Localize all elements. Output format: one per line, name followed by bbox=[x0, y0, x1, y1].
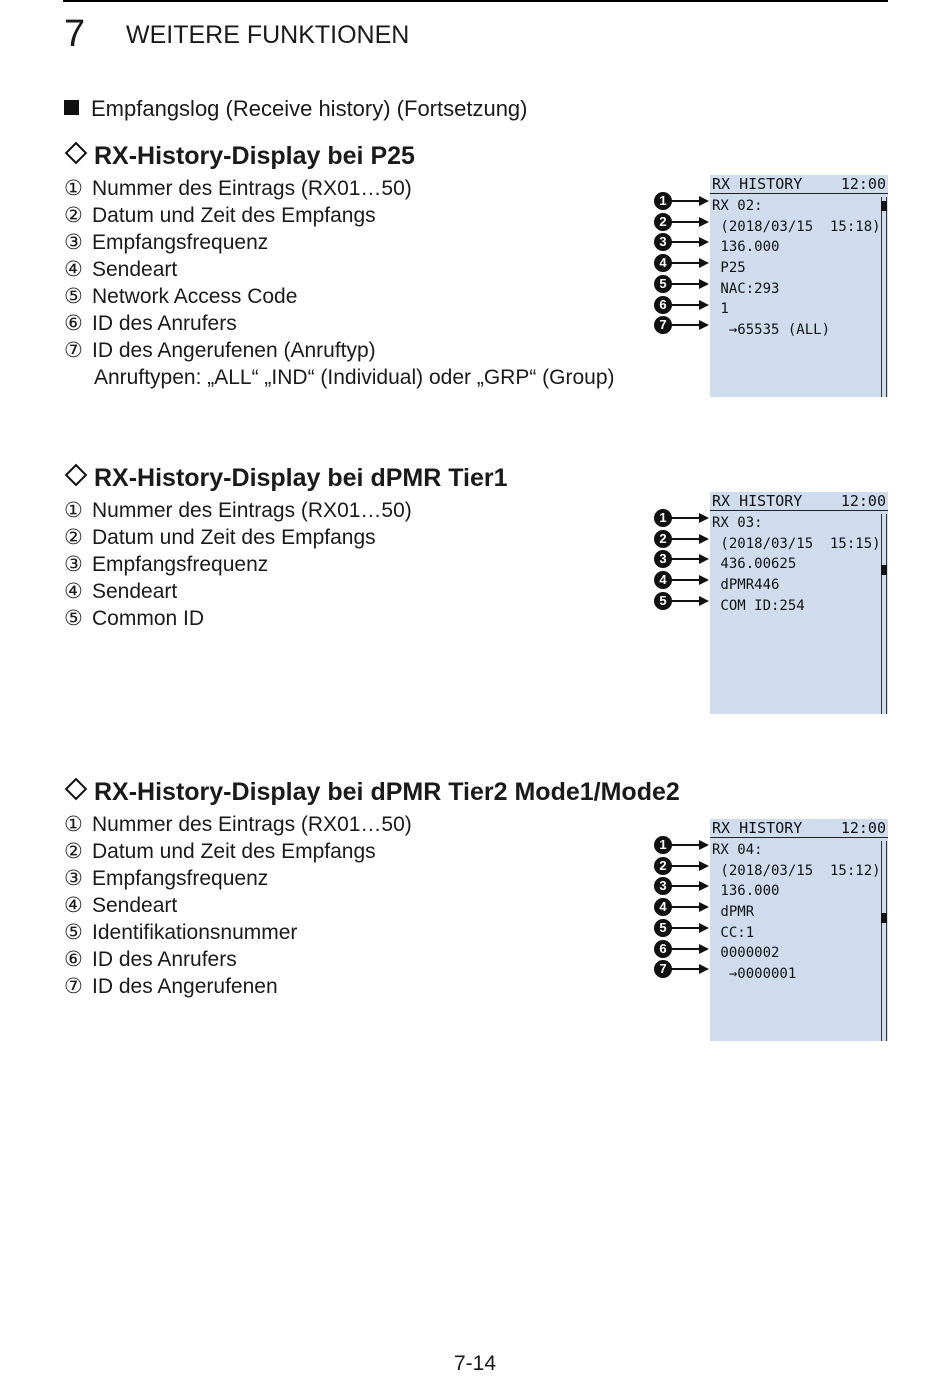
diamond-icon bbox=[65, 778, 88, 801]
scrollbar bbox=[881, 514, 887, 714]
callout-arrow bbox=[654, 940, 710, 958]
callout-badge: 4 bbox=[654, 898, 672, 916]
arrow-right-icon bbox=[699, 902, 709, 912]
callout-badge: 6 bbox=[654, 940, 672, 958]
screen-line: dPMR446 bbox=[712, 577, 780, 594]
item-text: Nummer des Eintrags (RX01…50) bbox=[92, 499, 412, 522]
arrow-right-icon bbox=[699, 196, 709, 206]
list-item bbox=[64, 497, 412, 524]
arrow-right-icon bbox=[699, 840, 709, 850]
arrow-right-icon bbox=[699, 575, 709, 585]
item-number: ⑥ bbox=[64, 948, 83, 971]
screen-clock: 12:00 bbox=[840, 175, 886, 193]
rx-history-screen bbox=[710, 175, 888, 397]
callout-badge: 3 bbox=[654, 233, 672, 251]
screen-line: 1 bbox=[712, 301, 729, 318]
item-text: ID des Anrufers bbox=[92, 948, 237, 971]
item-text: ID des Anrufers bbox=[92, 312, 237, 335]
item-text: Sendeart bbox=[92, 580, 178, 603]
section-dpmr-tier2 bbox=[0, 777, 950, 1047]
item-number: ② bbox=[64, 840, 83, 863]
page-number: 7-14 bbox=[453, 1352, 497, 1375]
screen-title: RX HISTORY bbox=[712, 492, 803, 510]
diamond-icon bbox=[65, 464, 88, 487]
section-p25 bbox=[0, 141, 950, 401]
callout-badge: 1 bbox=[654, 192, 672, 210]
rx-history-screen bbox=[710, 492, 888, 714]
list-item bbox=[64, 919, 412, 946]
callout-arrow bbox=[654, 296, 710, 314]
callout-badge: 2 bbox=[654, 857, 672, 875]
list-item bbox=[64, 973, 412, 1000]
item-number: ③ bbox=[64, 553, 83, 576]
callout-arrow bbox=[654, 877, 710, 895]
list-item bbox=[64, 229, 615, 256]
scrollbar-thumb bbox=[881, 201, 887, 211]
callout-arrow bbox=[654, 898, 710, 916]
item-text: Nummer des Eintrags (RX01…50) bbox=[92, 813, 412, 836]
item-number: ⑤ bbox=[64, 921, 83, 944]
screen-line: (2018/03/15 15:18) bbox=[712, 218, 881, 235]
list-item bbox=[64, 946, 412, 973]
list-item bbox=[64, 175, 615, 202]
screen-header bbox=[710, 492, 888, 511]
item-number: ② bbox=[64, 204, 83, 227]
arrow-right-icon bbox=[699, 964, 709, 974]
callout-arrow bbox=[654, 254, 710, 272]
screen-line: NAC:293 bbox=[712, 280, 780, 297]
item-number: ① bbox=[64, 499, 83, 522]
top-rule bbox=[63, 0, 888, 2]
item-number: ④ bbox=[64, 258, 83, 281]
callout-arrow bbox=[654, 836, 710, 854]
item-number: ① bbox=[64, 177, 83, 200]
list-item bbox=[64, 811, 412, 838]
callout-arrow bbox=[654, 275, 710, 293]
callout-badge: 6 bbox=[654, 296, 672, 314]
list-item bbox=[64, 892, 412, 919]
screen-line: →0000001 bbox=[712, 966, 797, 983]
callout-arrow bbox=[654, 213, 710, 231]
arrow-right-icon bbox=[699, 596, 709, 606]
callout-arrow bbox=[654, 316, 710, 334]
item-number: ④ bbox=[64, 894, 83, 917]
item-text: Empfangsfrequenz bbox=[92, 553, 269, 576]
screen-lines bbox=[712, 513, 881, 616]
callout-badge: 4 bbox=[654, 571, 672, 589]
screen-header bbox=[710, 819, 888, 838]
item-text: ID des Angerufenen (Anruftyp) bbox=[92, 339, 376, 362]
section-heading bbox=[64, 777, 680, 807]
item-number: ③ bbox=[64, 231, 83, 254]
section-intro bbox=[64, 95, 528, 123]
screen-line: 136.000 bbox=[712, 239, 780, 256]
arrow-right-icon bbox=[699, 258, 709, 268]
call-type-note: Anruftypen: „ALL“ „IND“ (Individual) oder „GRP“ (Group) bbox=[94, 366, 615, 389]
callout-arrow bbox=[654, 192, 710, 210]
arrow-right-icon bbox=[699, 237, 709, 247]
callout-badge: 5 bbox=[654, 275, 672, 293]
item-text: Identifikationsnummer bbox=[92, 921, 298, 944]
scrollbar-thumb bbox=[881, 565, 887, 575]
screen-header bbox=[710, 175, 888, 194]
screen-line: P25 bbox=[712, 260, 746, 277]
arrow-right-icon bbox=[699, 944, 709, 954]
item-text: Sendeart bbox=[92, 894, 178, 917]
list-item bbox=[64, 256, 615, 283]
chapter-number: 7 bbox=[64, 13, 86, 55]
list-item bbox=[64, 865, 412, 892]
item-number: ③ bbox=[64, 867, 83, 890]
section-title: RX-History-Display bei dPMR Tier1 bbox=[94, 464, 508, 492]
item-text: Common ID bbox=[92, 607, 205, 630]
item-number: ⑥ bbox=[64, 312, 83, 335]
callout-arrow bbox=[654, 530, 710, 548]
screen-line: (2018/03/15 15:15) bbox=[712, 535, 881, 552]
screen-line: 436.00625 bbox=[712, 556, 797, 573]
callout-arrow bbox=[654, 550, 710, 568]
callout-badge: 1 bbox=[654, 509, 672, 527]
arrow-right-icon bbox=[699, 881, 709, 891]
screen-line: COM ID:254 bbox=[712, 597, 805, 614]
arrow-right-icon bbox=[699, 217, 709, 227]
item-number: ⑤ bbox=[64, 607, 83, 630]
callout-arrow bbox=[654, 960, 710, 978]
screen-line: →65535 (ALL) bbox=[712, 322, 831, 339]
callout-badge: 7 bbox=[654, 960, 672, 978]
callout-badge: 5 bbox=[654, 592, 672, 610]
item-list bbox=[64, 497, 412, 632]
screen-line: 136.000 bbox=[712, 883, 780, 900]
item-number: ④ bbox=[64, 580, 83, 603]
arrow-right-icon bbox=[699, 320, 709, 330]
callout-badge: 2 bbox=[654, 213, 672, 231]
list-item bbox=[64, 578, 412, 605]
item-text: ID des Angerufenen bbox=[92, 975, 278, 998]
callout-badge: 3 bbox=[654, 877, 672, 895]
arrow-right-icon bbox=[699, 279, 709, 289]
list-item bbox=[64, 337, 615, 364]
screen-clock: 12:00 bbox=[840, 492, 886, 510]
arrow-right-icon bbox=[699, 534, 709, 544]
arrow-right-icon bbox=[699, 513, 709, 523]
item-text: Datum und Zeit des Empfangs bbox=[92, 204, 376, 227]
screen-clock: 12:00 bbox=[840, 819, 886, 837]
list-item bbox=[64, 838, 412, 865]
arrow-right-icon bbox=[699, 923, 709, 933]
screen-lines bbox=[712, 196, 881, 341]
chapter-title: WEITERE FUNKTIONEN bbox=[126, 21, 410, 49]
screen-title: RX HISTORY bbox=[712, 175, 803, 193]
list-item bbox=[64, 524, 412, 551]
item-number: ② bbox=[64, 526, 83, 549]
screen-line: RX 02: bbox=[712, 198, 763, 214]
section-heading bbox=[64, 141, 415, 171]
diamond-icon bbox=[65, 142, 88, 165]
section-heading bbox=[64, 463, 508, 493]
item-number: ⑦ bbox=[64, 339, 83, 362]
item-list bbox=[64, 175, 615, 391]
screen-line: RX 03: bbox=[712, 515, 763, 531]
arrow-right-icon bbox=[699, 861, 709, 871]
list-item bbox=[64, 202, 615, 229]
screen-title: RX HISTORY bbox=[712, 819, 803, 837]
list-item bbox=[64, 551, 412, 578]
item-text: Network Access Code bbox=[92, 285, 298, 308]
arrow-right-icon bbox=[699, 300, 709, 310]
item-text: Datum und Zeit des Empfangs bbox=[92, 526, 376, 549]
scrollbar bbox=[881, 197, 887, 397]
item-text: Datum und Zeit des Empfangs bbox=[92, 840, 376, 863]
screen-line: 0000002 bbox=[712, 945, 780, 962]
square-bullet-icon bbox=[64, 100, 79, 115]
screen-line: dPMR bbox=[712, 904, 755, 921]
item-number: ⑤ bbox=[64, 285, 83, 308]
item-text: Empfangsfrequenz bbox=[92, 867, 269, 890]
list-item bbox=[64, 605, 412, 632]
callout-badge: 1 bbox=[654, 836, 672, 854]
callout-arrow bbox=[654, 233, 710, 251]
callout-arrow bbox=[654, 919, 710, 937]
callout-arrow bbox=[654, 592, 710, 610]
callout-arrow bbox=[654, 509, 710, 527]
item-text: Sendeart bbox=[92, 258, 178, 281]
callout-arrow bbox=[654, 857, 710, 875]
callout-badge: 7 bbox=[654, 316, 672, 334]
section-title: RX-History-Display bei dPMR Tier2 Mode1/Mode2 bbox=[94, 778, 680, 806]
scrollbar-thumb bbox=[881, 913, 887, 923]
item-number: ⑦ bbox=[64, 975, 83, 998]
list-item bbox=[64, 310, 615, 337]
item-text: Nummer des Eintrags (RX01…50) bbox=[92, 177, 412, 200]
screen-line: (2018/03/15 15:12) bbox=[712, 862, 881, 879]
callout-arrow bbox=[654, 571, 710, 589]
screen-line: CC:1 bbox=[712, 924, 755, 941]
screen-line: RX 04: bbox=[712, 842, 763, 858]
item-text: Empfangsfrequenz bbox=[92, 231, 269, 254]
callout-badge: 5 bbox=[654, 919, 672, 937]
callout-badge: 2 bbox=[654, 530, 672, 548]
item-list bbox=[64, 811, 412, 1000]
screen-lines bbox=[712, 840, 881, 985]
section-dpmr-tier1 bbox=[0, 463, 950, 723]
intro-text: Empfangslog (Receive history) (Fortsetzung) bbox=[91, 96, 528, 121]
rx-history-screen bbox=[710, 819, 888, 1041]
list-item bbox=[64, 283, 615, 310]
callout-badge: 4 bbox=[654, 254, 672, 272]
arrow-right-icon bbox=[699, 554, 709, 564]
scrollbar bbox=[881, 841, 887, 1041]
item-number: ① bbox=[64, 813, 83, 836]
callout-badge: 3 bbox=[654, 550, 672, 568]
section-title: RX-History-Display bei P25 bbox=[94, 142, 415, 170]
